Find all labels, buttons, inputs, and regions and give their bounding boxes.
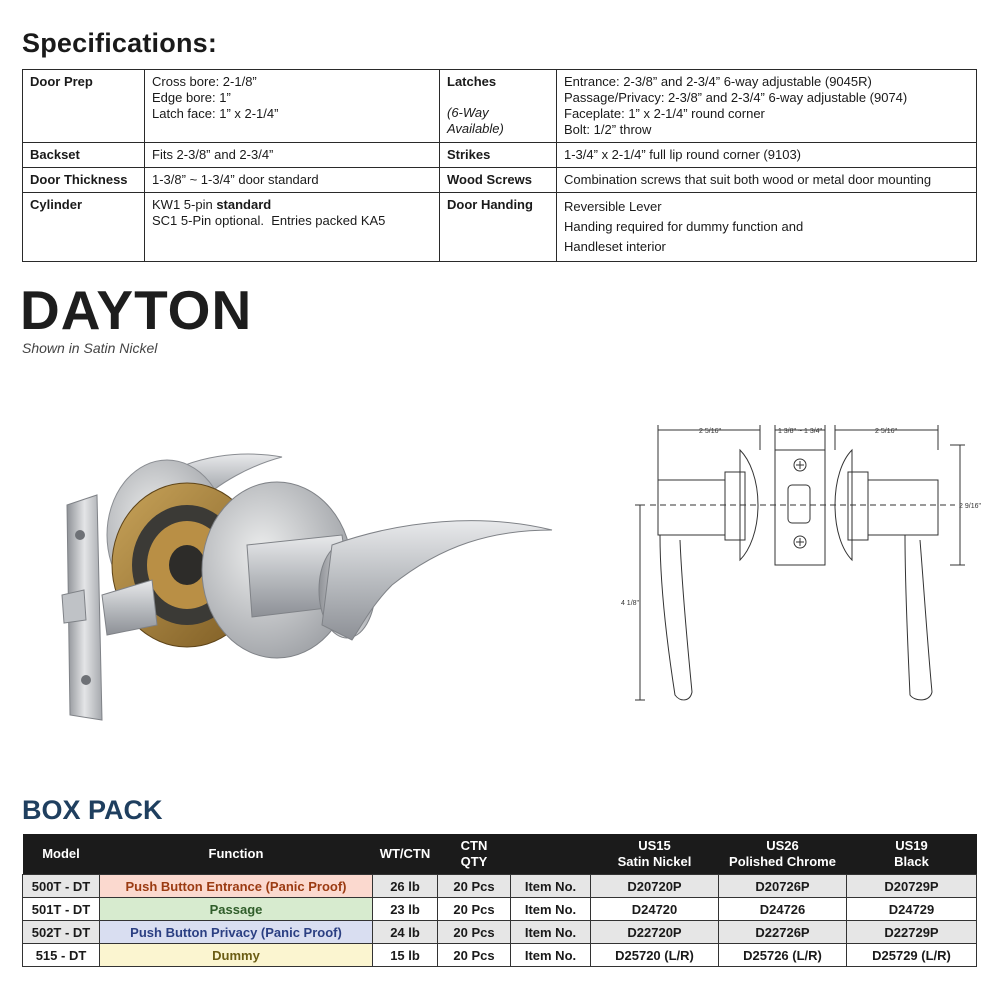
header-wt: WT/CTN [373,834,438,875]
spec-line: Passage/Privacy: 2-3/8” and 2-3/4” 6-way adjustable (9074) [564,90,908,105]
cell-item-label: Item No. [511,875,591,898]
cell-function: Push Button Privacy (Panic Proof) [100,921,373,944]
spec-line: Reversible Lever [564,199,662,214]
spec-text-bold: standard [216,197,272,212]
dim-left: 4 1/8" [620,600,640,607]
spec-line: Entrance: 2-3/8” and 2-3/4” 6-way adjustable (9045R) [564,74,872,89]
header-text: QTY [460,854,488,869]
spec-row-backset [23,143,977,168]
table-row [23,944,977,967]
spec-value-wood-screws: Combination screws that suit both wood or metal door mounting [557,168,977,193]
dim-top-right: 2 5/16" [875,428,897,435]
table-row [23,898,977,921]
cell-item-label: Item No. [511,898,591,921]
cell-us15: D25720 (L/R) [591,944,719,967]
header-qty [438,834,511,875]
cell-us19: D20729P [847,875,977,898]
cell-us15: D22720P [591,921,719,944]
cell-model: 502T - DT [23,921,100,944]
spec-row-cylinder [23,193,977,262]
spec-value-backset: Fits 2-3/8” and 2-3/4” [145,143,440,168]
spec-line: Faceplate: 1” x 2-1/4” round corner [564,106,765,121]
header-text: US26 [766,838,799,853]
spec-line: Latch face: 1” x 2-1/4” [152,106,279,121]
header-function: Function [100,834,373,875]
cell-us26: D25726 (L/R) [719,944,847,967]
cell-function: Dummy [100,944,373,967]
cell-us26: D22726P [719,921,847,944]
spec-line [152,197,432,213]
technical-drawing [620,410,985,715]
spec-row-door-prep [23,70,977,143]
cell-item-label: Item No. [511,944,591,967]
product-name: DAYTON [20,279,253,341]
cell-function: Passage [100,898,373,921]
specifications-heading: Specifications: [22,28,218,58]
header-us19 [847,834,977,875]
table-row [23,921,977,944]
dim-top-left: 2 5/16" [699,428,721,435]
header-text: US19 [895,838,928,853]
spec-value-strikes: 1-3/4” x 2-1/4” full lip round corner (9103) [557,143,977,168]
spec-value-cylinder [145,193,440,262]
cell-wt: 23 lb [373,898,438,921]
spec-label-strikes: Strikes [440,143,557,168]
spec-label-door-thickness: Door Thickness [23,168,145,193]
product-subtitle: Shown in Satin Nickel [22,340,158,356]
header-us26 [719,834,847,875]
header-text: Polished Chrome [729,854,836,869]
cell-item-label: Item No. [511,921,591,944]
spec-line: Cross bore: 2-1/8” [152,74,257,89]
cell-model: 501T - DT [23,898,100,921]
header-text: Satin Nickel [617,854,692,869]
box-pack-heading: BOX PACK [22,795,163,825]
spec-text: KW1 5-pin [152,197,217,212]
header-text: US15 [638,838,671,853]
spec-label-wood-screws: Wood Screws [440,168,557,193]
table-row [23,875,977,898]
spec-line: Handleset interior [564,239,666,254]
cell-qty: 20 Pcs [438,875,511,898]
dim-top-mid: 1 3/8" ~ 1 3/4" [777,428,823,435]
spec-value-door-thickness: 1-3/8” ~ 1-3/4” door standard [145,168,440,193]
spec-label-latches [440,70,557,143]
cell-us26: D20726P [719,875,847,898]
cell-model: 500T - DT [23,875,100,898]
cell-function: Push Button Entrance (Panic Proof) [100,875,373,898]
cell-qty: 20 Pcs [438,898,511,921]
specifications-table [22,69,977,262]
cell-us19: D25729 (L/R) [847,944,977,967]
spec-label-text: Latches [447,74,497,89]
lever-lock-photo [22,395,577,725]
spec-line: Handing required for dummy function and [564,219,804,234]
spec-value-door-handing [557,193,977,262]
header-item [511,834,591,875]
cell-wt: 15 lb [373,944,438,967]
cell-qty: 20 Pcs [438,944,511,967]
spec-label-door-handing: Door Handing [440,193,557,262]
spec-label-cylinder: Cylinder [23,193,145,262]
header-text: Black [894,854,929,869]
spec-label-door-prep: Door Prep [23,70,145,143]
cell-wt: 24 lb [373,921,438,944]
cell-model: 515 - DT [23,944,100,967]
spec-line: Bolt: 1/2” throw [564,122,652,137]
cell-us15: D20720P [591,875,719,898]
spec-label-note: (6-Way Available) [447,105,504,136]
cell-us26: D24726 [719,898,847,921]
box-pack-header-row [23,834,977,875]
cell-wt: 26 lb [373,875,438,898]
spec-row-door-thickness [23,168,977,193]
header-text: CTN [460,838,488,853]
spec-line: Edge bore: 1” [152,90,231,105]
cell-qty: 20 Pcs [438,921,511,944]
spec-line: SC1 5-Pin optional. Entries packed KA5 [152,213,386,228]
cell-us15: D24720 [591,898,719,921]
dim-right: 2 9/16" [959,503,981,510]
box-pack-table [22,834,977,967]
spec-label-backset: Backset [23,143,145,168]
spec-value-latches [557,70,977,143]
header-us15 [591,834,719,875]
header-model: Model [23,834,100,875]
cell-us19: D22729P [847,921,977,944]
spec-value-door-prep [145,70,440,143]
cell-us19: D24729 [847,898,977,921]
